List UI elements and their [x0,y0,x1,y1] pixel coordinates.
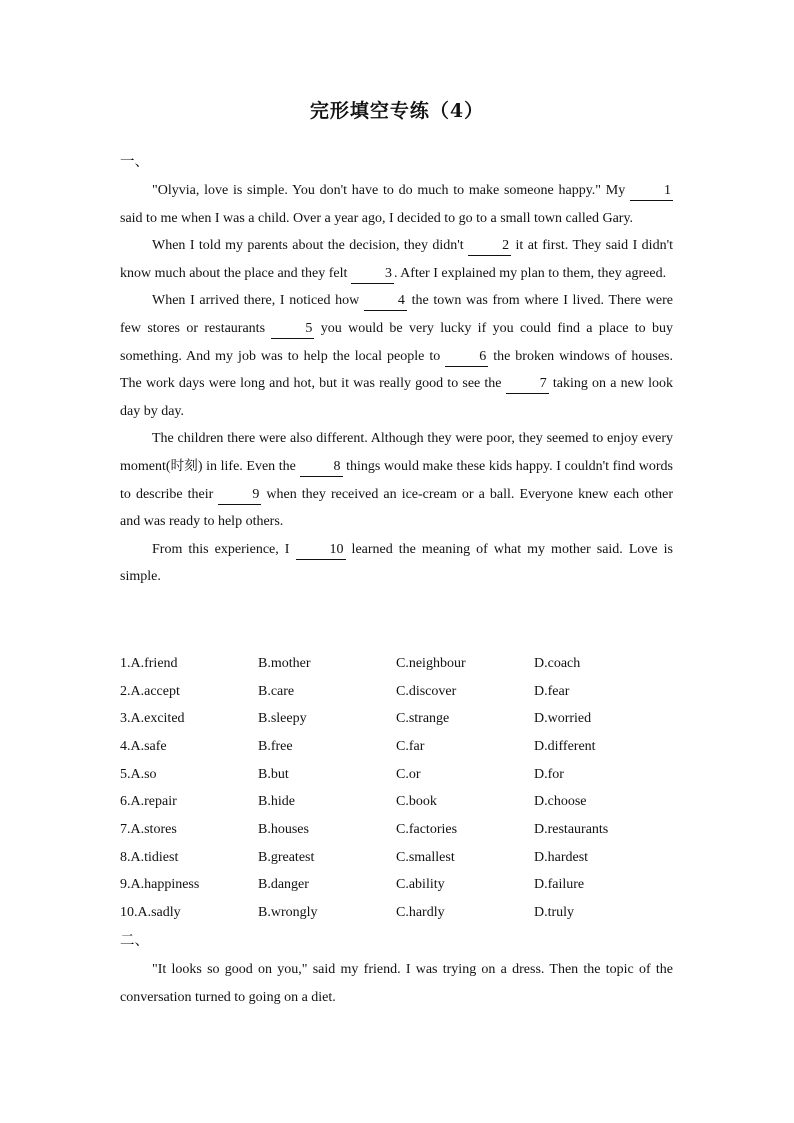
option-4-A: 4.A.safe [120,738,167,754]
blank-3: 3 [351,265,394,284]
paragraph: From this experience, I 10 learned the meaning of what my mother said. Love is simple. [120,541,673,585]
passage-1 [120,177,673,591]
blank-1: 1 [630,182,673,201]
option-row-10 [120,899,680,927]
paragraph: When I told my parents about the decision, they didn't 2 it at first. They said I didn't know much about the place and they felt 3 . After I explained my plan to them, they agreed. [120,232,673,287]
option-10-A: 10.A.sadly [120,905,181,921]
option-2-B: B.care [258,683,295,699]
option-2-D: D.fear [534,683,570,699]
section-2-heading: 二、 [120,933,149,949]
option-5-C: C.or [396,766,421,782]
option-9-C: C.ability [396,877,445,893]
blank-2: 2 [468,237,511,256]
paragraph: When I arrived there, I noticed how 4 the town was from where I lived. There were few stores or restaurants 5 you would be very lucky if you could find a place to buy something. And my job was to help the local people to 6 the broken windows of houses. The work days were long and hot, but it was really good to see the 7 taking on a new look day by day. [120,293,673,419]
option-9-A: 9.A.happiness [120,877,200,893]
section-1-heading: 一、 [120,154,149,170]
option-9-B: B.danger [258,877,309,893]
chinese-gloss: 时刻 [170,457,198,474]
option-2-A: 2.A.accept [120,683,180,699]
option-4-B: B.free [258,738,293,754]
option-row-3 [120,705,680,733]
option-1-D: D.coach [534,655,581,671]
option-3-D: D.worried [534,711,592,727]
blank-10: 10 [296,541,346,560]
option-5-A: 5.A.so [120,766,157,782]
option-8-B: B.greatest [258,849,315,865]
option-4-C: C.far [396,738,425,754]
option-2-C: C.discover [396,683,457,699]
option-row-8 [120,844,680,872]
passage-2 [120,956,673,1011]
option-row-9 [120,872,680,900]
paragraph: The children there were also different. Although they were poor, they seemed to enjoy every moment(时刻) in life. Even the 8 things would make these kids happy. I couldn't find words to describe their 9 when they received an ice-cream or a ball. Everyone knew each other and was ready to help others. [120,431,673,530]
blank-4: 4 [364,292,407,311]
option-row-6 [120,788,680,816]
blank-5: 5 [271,320,314,339]
option-9-D: D.failure [534,877,585,893]
option-row-2 [120,678,680,706]
option-6-D: D.choose [534,794,587,810]
blank-6: 6 [445,348,488,367]
blank-9: 9 [218,486,261,505]
option-10-C: C.hardly [396,905,445,921]
option-row-5 [120,761,680,789]
option-3-A: 3.A.excited [120,711,185,727]
option-1-C: C.neighbour [396,655,466,671]
option-8-D: D.hardest [534,849,589,865]
option-8-C: C.smallest [396,849,455,865]
option-7-A: 7.A.stores [120,821,177,837]
blank-7: 7 [506,375,549,394]
paragraph: "Olyvia, love is simple. You don't have to do much to make someone happy." My 1 said to me when I was a child. Over a year ago, I decided to go to a small town called Gary. [120,183,671,226]
options-table [120,650,680,927]
blank-8: 8 [300,458,343,477]
page-title: 完形填空专练（4） [309,100,485,122]
option-8-A: 8.A.tidiest [120,849,179,865]
option-7-B: B.houses [258,821,309,837]
option-6-C: C.book [396,794,437,810]
option-row-4 [120,733,680,761]
option-3-C: C.strange [396,711,450,727]
option-5-B: B.but [258,766,289,782]
option-1-B: B.mother [258,655,311,671]
paragraph: "It looks so good on you," said my friend. I was trying on a dress. Then the topic of the conversation turned to going on a diet. [120,962,673,1005]
option-3-B: B.sleepy [258,711,307,727]
option-10-D: D.truly [534,905,575,921]
option-row-1 [120,650,680,678]
option-4-D: D.different [534,738,596,754]
option-5-D: D.for [534,766,564,782]
option-7-D: D.restaurants [534,821,609,837]
option-row-7 [120,816,680,844]
option-6-A: 6.A.repair [120,794,177,810]
option-1-A: 1.A.friend [120,655,178,671]
option-6-B: B.hide [258,794,295,810]
option-10-B: B.wrongly [258,905,318,921]
option-7-C: C.factories [396,821,458,837]
